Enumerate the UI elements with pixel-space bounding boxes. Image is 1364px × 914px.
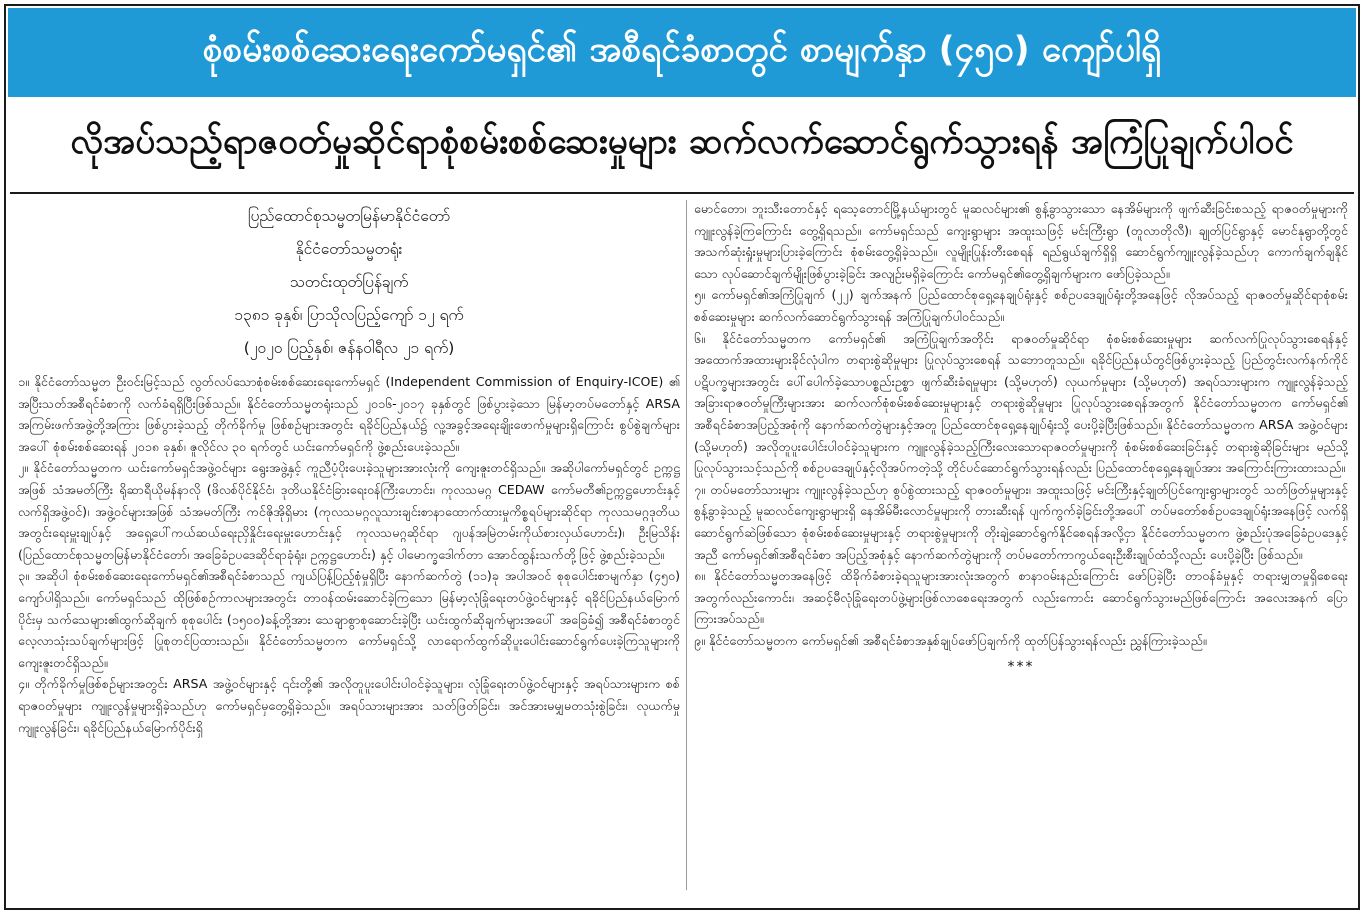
paragraph-1: ၁။ နိုင်ငံတော်သမ္မတ ဦးဝင်းမြင့်သည် လွတ်လပ်သောစုံစမ်းစစ်ဆေးရေးကော်မရှင် (Independent Commission of Enquiry-ICOE) ၏ အပြီးသတ်အစီရင်ခံစာကို လက်ခံရရှိပြီးဖြစ်သည်။ နိုင်ငံတော်သမ္မတရုံးသည် ၂၀၁၆-၂၀၁၇ ခုနှစ်တွင် ဖြစ်ပွားခဲ့သော မြန်မာ့တပ်မတော်နှင့် ARSA အကြမ်းဖက်အဖွဲ့တို့အကြား ဖြစ်ပွားခဲ့သည့် တိုက်ခိုက်မှု ဖြစ်စဉ်များအတွင်း ရခိုင်ပြည်နယ်၌ လူ့အခွင့်အရေးချိုးဖောက်မှုများရှိကြောင်း စွပ်စွဲချက်များအပေါ် စုံစမ်းစစ်ဆေးရန် ၂၀၁၈ ခုနှစ်၊ ဇူလိုင်လ ၃၀ ရက်တွင် ယင်းကော်မရှင်ကို ဖွဲ့စည်းပေးခဲ့သည်။ (18, 374, 680, 454)
masthead-date-mm: ၁၃၈၁ ခုနှစ်၊ ပြာသိုလပြည့်ကျော် ၁၂ ရက် (234, 306, 464, 324)
paragraph-4: ၄။ တိုက်ခိုက်မှုဖြစ်စဉ်များအတွင်း ARSA အဖွဲ့ဝင်များနှင့် ၎င်းတို့၏ အလိုတူပူးပေါင်းပါဝင်ခဲ့သူများ၊ လုံခြုံရေးတပ်ဖွဲ့ဝင်များနှင့် အရပ်သားများက စစ်ရာဇ၀တ်မှုများ ကျူးလွန်မှုများရှိခဲ့သည်ဟု ကော်မရှင်မှတွေ့ရှိခဲ့သည်။ အရပ်သားများအား သတ်ဖြတ်ခြင်း၊ အင်အားမမျှမတသုံးစွဲခြင်း၊ လုယက်မှုကျူးလွန်ခြင်း၊ ရခိုင်ပြည်နယ်မြောက်ပိုင်းရှိ (18, 676, 680, 735)
paragraph-9: ၉။ နိုင်ငံတော်သမ္မတက ကော်မရှင်၏ အစီရင်ခံစာအနှစ်ချုပ်ဖော်ပြချက်ကို ထုတ်ပြန်သွားရန်လည်း ညွှန်ကြားခဲ့သည်။ (694, 632, 1207, 648)
masthead-office: နိုင်ငံတော်သမ္မတရုံး (295, 240, 403, 258)
masthead-country: ပြည်ထောင်စုသမ္မတမြန်မာနိုင်ငံတော် (247, 207, 451, 225)
paragraph-8: ၈။ နိုင်ငံတော်သမ္မတအနေဖြင့် ထိခိုက်ခံစားခဲ့ရသူများအားလုံးအတွက် စာနာဝမ်းနည်းကြောင်း ဖော်ပြခဲ့ပြီး တာဝန်ခံမှုနှင့် တရားမျှတမှုရှိစေရေးအတွက်လည်းကောင်း၊ အဆင့်မီလုံခြုံရေးတပ်ဖွဲ့များဖြစ်လာစေရေးအတွက် လည်းကောင်း ဆောင်ရွက်သွားမည်ဖြစ်ကြောင်း အလေးအနက် ပြောကြားအပ်သည်။ (694, 568, 1348, 627)
masthead-date-gregorian: (၂၀၂၀ ပြည့်နှစ်၊ ဇန်နဝါရီလ ၂၁ ရက်) (243, 339, 455, 357)
paragraph-3: ၃။ အဆိုပါ စုံစမ်းစစ်ဆေးရေးကော်မရှင်၏အစီရင်ခံစာသည် ကျယ်ပြန့်ပြည့်စုံမှုရှိပြီး နောက်ဆက်တွဲ (၁၁)ခု အပါအဝင် စုစုပေါင်းစာမျက်နှာ (၄၅၀) ကျော်ပါရှိသည်။ ကော်မရှင်သည် ထိုဖြစ်စဉ်ကာလများအတွင်း တာဝန်ထမ်းဆောင်ခဲ့ကြသော မြန်မာ့လုံခြုံရေးတပ်ဖွဲ့ဝင်များနှင့် ရခိုင်ပြည်နယ်မြောက်ပိုင်းမှ သက်သေများ၏ထွက်ဆိုချက် စုစုပေါင်း (၁၅၀၀)ခန့်တို့အား သေချာစွာစုဆောင်းခဲ့ပြီး ယင်းထွက်ဆိုချက်များအပေါ် အခြေခံ၍ အစီရင်ခံစာတွင် လေ့လာသုံးသပ်ချက်များဖြင့် ပြုစုတင်ပြထားသည်။ နိုင်ငံတော်သမ္မတက ကော်မရှင်သို့ လာရောက်ထွက်ဆိုပူးပေါင်းဆောင်ရွက်ပေးခဲ့ကြသူများကို ကျေးဇူးတင်ရှိသည်။ (18, 568, 680, 670)
right-column (694, 198, 1348, 898)
headline-rule (10, 192, 1354, 194)
paragraph-2: ၂။ နိုင်ငံတော်သမ္မတက ယင်းကော်မရှင်အဖွဲ့ဝင်များ ရွေးအဖွဲ့နှင့် ကူညီပံ့ပိုးပေးခဲ့သူများအားလုံးကို ကျေးဇူးတင်ရှိသည်။ အဆိုပါကော်မရှင်တွင် ဥက္ကဋ္ဌအဖြစ် သံအမတ်ကြီး ရိုဆာရီယိုမန်နာလို (ဖိလစ်ပိုင်နိုင်ငံ၊ ဒုတိယနိုင်ငံခြားရေးဝန်ကြီးဟောင်း၊ ကုလသမဂ္ဂ CEDAW ကော်မတီ၏ဥက္ကဋ္ဌဟောင်းနှင့် လက်ရှိအဖွဲ့ဝင်)၊ အဖွဲ့ဝင်များအဖြစ် သံအမတ်ကြီး ကင်ဇိုအိုရှိမား (ကုလသမဂ္ဂလူသားချင်းစာနာထောက်ထားမှုကိစ္စရပ်များဆိုင်ရာ ကုလသမဂ္ဂဒုတိယအတွင်းရေးမှူးချုပ်နှင့် အရှေ့ပေါ်ကယ်ဆယ်ရေးညှိနှိုင်းရေးမှူးဟောင်းနှင့် ကုလသမဂ္ဂဆိုင်ရာ ဂျပန်အမြဲတမ်းကိုယ်စားလှယ်ဟောင်း)၊ ဦးမြသိန်း (ပြည်ထောင်စုသမ္မတမြန်မာနိုင်ငံတော်၊ အခြေခံဥပဒေဆိုင်ရာခုံရုံး၊ ဥက္ကဋ္ဌဟောင်း) နှင့် ပါမောက္ခဒေါက်တာ အောင်ထွန်းသက်တို့ဖြင့် ဖွဲ့စည်းခဲ့သည်။ (18, 460, 680, 562)
masthead-release: သတင်းထုတ်ပြန်ချက် (289, 273, 409, 291)
paragraph-6: ၆။ နိုင်ငံတော်သမ္မတက ကော်မရှင်၏ အကြံပြုချက်အတိုင်း ရာဇ၀တ်မှုဆိုင်ရာ စုံစမ်းစစ်ဆေးမှုများ ဆက်လက်ပြုလုပ်သွားစေရန်နှင့် အထောက်အထားများခိုင်လုံပါက တရားစွဲဆိုမှုများ ပြုလုပ်သွားစေရန် သဘောတူသည်။ ရခိုင်ပြည်နယ်တွင်ဖြစ်ပွားခဲ့သည့် ပြည်တွင်းလက်နက်ကိုင်ပဋိပက္ခများအတွင်း ပေါ်ပေါက်ခဲ့သောပစ္စည်းဥစ္စာ ဖျက်ဆီးခံရမှုများ (သို့မဟုတ်) လုယက်မှုများ (သို့မဟုတ်) အရပ်သားများက ကျူးလွန်ခဲ့သည့်အခြားရာဇ၀တ်မှုကြီးများအား ဆက်လက်စုံစမ်းစစ်ဆေးမှုများနှင့် တရားစွဲဆိုမှုများ ပြုလုပ်သွားစေရန်အတွက် နိုင်ငံတော်သမ္မတက ကော်မရှင်၏ အစီရင်ခံစာအပြည့်အစုံကို နောက်ဆက်တွဲများနှင့်အတူ ပြည်ထောင်စုရှေ့နေချုပ်ရုံးသို့ ပေးပို့ခဲ့ပြီးဖြစ်သည်။ နိုင်ငံတော်သမ္မတက ARSA အဖွဲ့ဝင်များ (သို့မဟုတ်) အလိုတူပူးပေါင်းပါဝင်ခဲ့သူများက ကျူးလွန်ခဲ့သည့်ကြီးလေးသောရာဇ၀တ်မှုများကို စုံစမ်းစစ်ဆေးခြင်းနှင့် တရားစွဲဆိုခြင်းများ မည်သို့ပြုလုပ်သွားသင့်သည်ကို စစ်ဥပဒေချုပ်နှင့်လိုအပ်ကတဲ့သို့ တိုင်ပင်ဆောင်ရွက်သွားရန်လည်း ပြည်ထောင်စုရှေ့နေချုပ်အား အကြောင်းကြားထားသည်။ (694, 330, 1348, 476)
left-column (18, 198, 680, 898)
column-divider (686, 200, 687, 890)
paragraph-5: ၅။ ကော်မရှင်၏အကြံပြုချက် (၂၂) ချက်အနက် ပြည်ထောင်စုရှေ့နေချုပ်ရုံးနှင့် စစ်ဥပဒေချုပ်ရုံးတို့အနေဖြင့် လိုအပ်သည့် ရာဇ၀တ်မှုဆိုင်ရာစုံစမ်းစစ်ဆေးမှုများ ဆက်လက်ဆောင်ရွက်သွားရန် အကြံပြုချက်ပါဝင်သည်။ (694, 287, 1348, 324)
paragraph-7: ၇။ တပ်မတော်သားများ ကျူးလွန်ခဲ့သည်ဟု စွပ်စွဲထားသည့် ရာဇ၀တ်မှုများ၊ အထူးသဖြင့် မင်းကြီးနှင့်ချုတ်ပြင်ကျေးရွာများတွင် သတ်ဖြတ်မှုများနှင့် စွန့်ခွာခဲ့သည့် မူဆလင်ကျေးရွာများရှိ နေအိမ်မီးလောင်မှုများကို တားဆီးရန် ပျက်ကွက်ခဲ့ခြင်းတို့အပေါ် တပ်မတော်စစ်ဥပဒေချုပ်ရုံးအနေဖြင့် လက်ရှိဆောင်ရွက်ဆဲဖြစ်သော စုံစမ်းစစ်ဆေးမှုများနှင့် တရားစွဲမှုများကို တိုးချဲ့ဆောင်ရွက်နိုင်စေရန်အလို့ငှာ နိုင်ငံတော်သမ္မတက ဖွဲ့စည်းပုံအခြေခံဥပဒေနှင့်အညီ ကော်မရှင်၏အစီရင်ခံစာ အပြည့်အစုံနှင့် နောက်ဆက်တွဲများကို တပ်မတော်ကာကွယ်ရေးဦးစီးချုပ်ထံသို့လည်း ပေးပို့ခဲ့ပြီး ဖြစ်သည်။ (694, 481, 1348, 562)
end-marker: *** (1007, 659, 1035, 676)
paragraph-4-continued: မောင်တော၊ ဘူးသီးတောင်နှင့် ရသေ့တောင်မြို့နယ်များတွင် မူဆလင်များ၏ စွန့်ခွာသွားသော နေအိမ်များကို ဖျက်ဆီးခြင်းစသည့် ရာဇ၀တ်မှုများကို ကျူးလွန်ခဲ့ကြကြောင်း တွေ့ရှိရသည်။ ကော်မရှင်သည် ကျေးရွာများ အထူးသဖြင့် မင်းကြီးရွာ (တူလာတိုလီ)၊ ချုတ်ပြင်ရွာနှင့် မောင်နုရွာတို့တွင် အသက်ဆုံးရှုံးမှုများပြားခဲ့ကြောင်း စုံစမ်းတွေ့ရှိခဲ့သည်။ လူမျိုးပြုန်းတီးစေရန် ရည်ရွယ်ချက်ရှိရှိ ဆောင်ရွက်ကျူးလွန်ခဲ့သည်ဟု ကောက်ချက်ချနိုင်သော လုပ်ဆောင်ချက်မျိုးဖြစ်ပွားခဲ့ခြင်း အလျဉ်းမရှိခဲ့ကြောင်း ကော်မရှင်၏တွေ့ရှိချက်များက ဖော်ပြခဲ့သည်။ (694, 201, 1348, 281)
masthead (18, 200, 680, 365)
banner-title: စုံစမ်းစစ်ဆေးရေးကော်မရှင်၏ အစီရင်ခံစာတွင် စာမျက်နှာ (၄၅၀) ကျော်ပါရှိ (8, 8, 1356, 97)
headline: လိုအပ်သည့်ရာဇ၀တ်မှုဆိုင်ရာစုံစမ်းစစ်ဆေးမှုများ ဆက်လက်ဆောင်ရွက်သွားရန် အကြံပြုချက်ပါဝင် (70, 122, 1294, 162)
